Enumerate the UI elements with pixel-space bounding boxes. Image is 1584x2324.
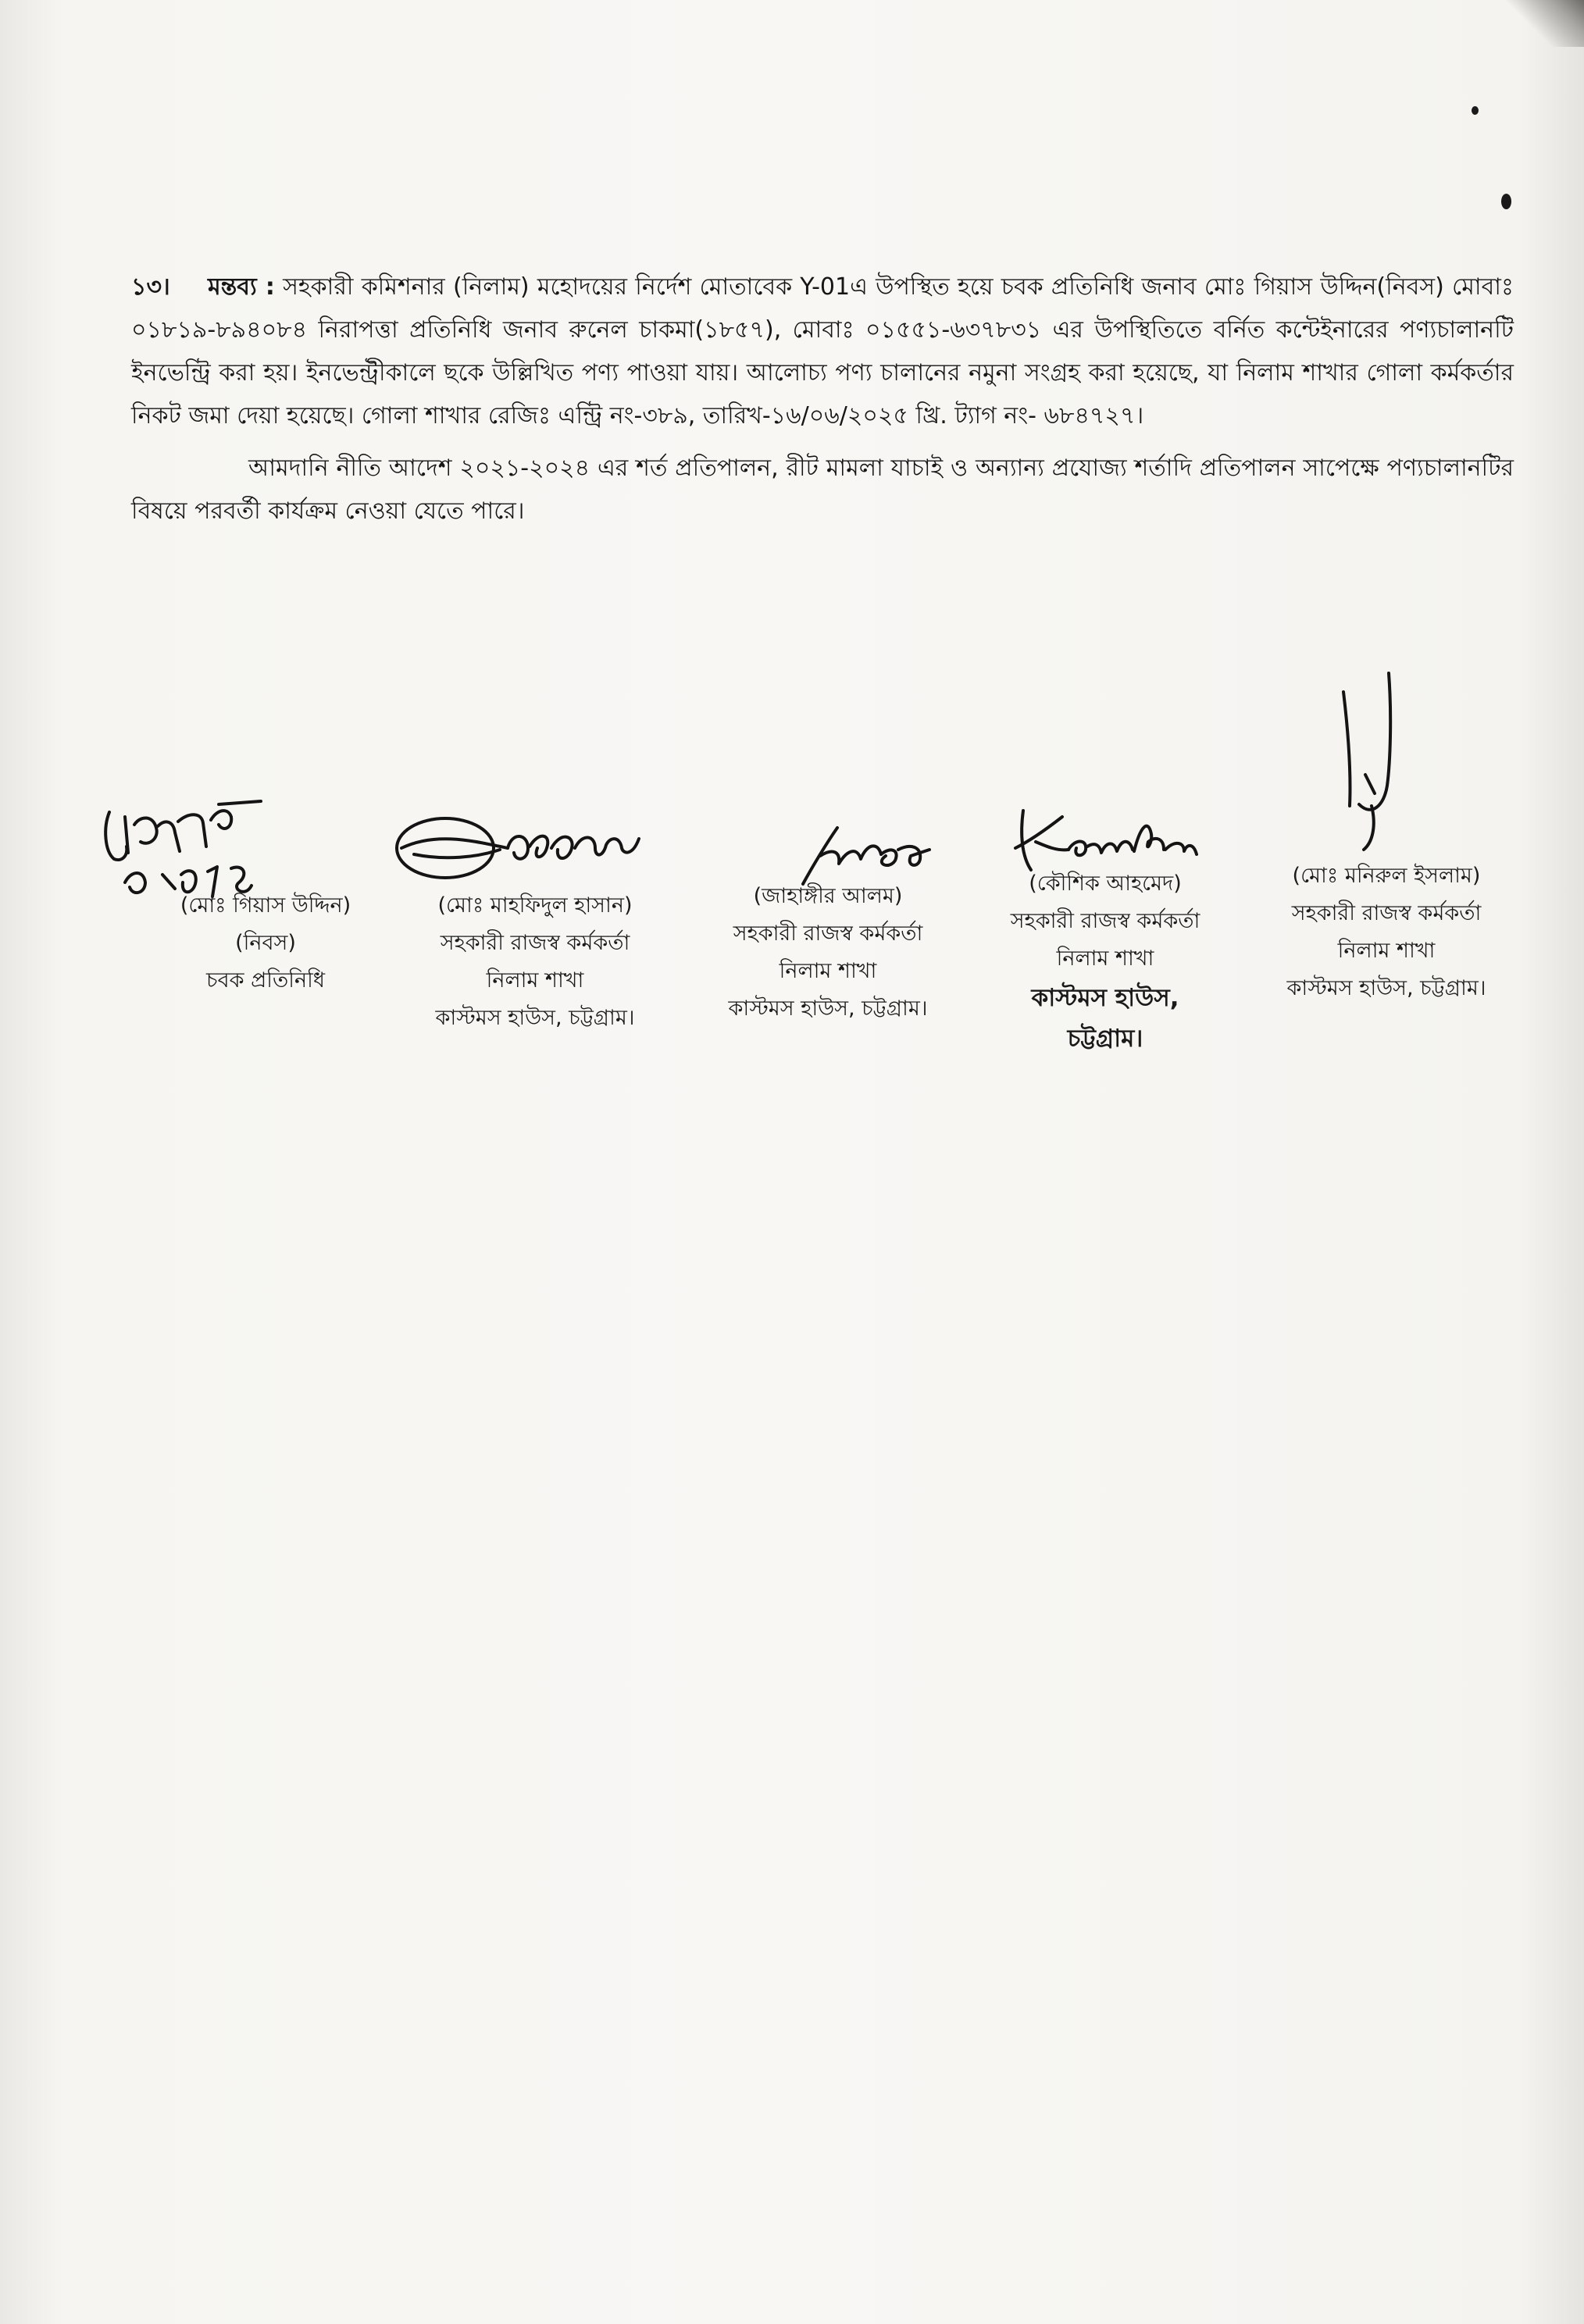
signatory-office: নিলাম শাখা [486, 968, 584, 993]
signatory-name: (মোঃ মনিরুল ইসলাম) [1292, 864, 1481, 888]
paragraph-import-policy [131, 447, 1514, 533]
signatory-title: (নিবস) [235, 931, 296, 955]
ink-speck [1501, 194, 1511, 209]
remarks-label: মন্তব্য : [207, 273, 275, 301]
signature-5 [1328, 668, 1422, 856]
signatory-name: (মোঃ মাহফিদুল হাসান) [437, 893, 633, 918]
paragraph-number: ১৩। [131, 273, 170, 301]
signatory-2 [406, 887, 664, 1037]
signatory-1 [133, 887, 398, 1000]
signatory-address: কাস্টমস হাউস, [1031, 984, 1179, 1012]
signatory-city: চট্টগ্রাম। [1067, 1025, 1143, 1053]
signatory-name: (কৌশিক আহমেদ) [1029, 872, 1182, 896]
signatory-name: (জাহাঙ্গীর আলম) [753, 884, 903, 908]
signatory-title: সহকারী রাজস্ব কর্মকর্তা [733, 921, 923, 946]
signatory-office: নিলাম শাখা [779, 959, 877, 983]
signatory-office: নিলাম শাখা [1337, 939, 1436, 963]
signatory-title: সহকারী রাজস্ব কর্মকর্তা [1010, 909, 1200, 933]
signature-2 [391, 800, 656, 893]
signatory-address: কাস্টমস হাউস, চট্টগ্রাম। [1286, 976, 1486, 1000]
signatory-office: চবক প্রতিনিধি [206, 968, 325, 993]
remarks-section [131, 266, 1514, 533]
signatory-name: (মোঃ গিয়াস উদ্দিন) [180, 893, 351, 918]
import-policy-text: আমদানি নীতি আদেশ ২০২১-২০২৪ এর শর্ত প্রতিপালন, রীট মামলা যাচাই ও অন্যান্য প্রযোজ্য শর্তাদি প্রতিপালন সাপেক্ষে পণ্যচালানটির বিষয়ে পরবর্তী কার্যক্রম নেওয়া যেতে পারে। [131, 454, 1514, 525]
signatory-5 [1250, 857, 1523, 1007]
signatory-title: সহকারী রাজস্ব কর্মকর্তা [440, 931, 630, 955]
signatory-3 [687, 878, 969, 1028]
signatory-title: সহকারী রাজস্ব কর্মকর্তা [1291, 901, 1482, 925]
remarks-text: সহকারী কমিশনার (নিলাম) মহোদয়ের নির্দেশ মোতাবেক Y-01এ উপস্থিত হয়ে চবক প্রতিনিধি জনাব মোঃ গিয়াস উদ্দিন(নিবস) মোবাঃ ০১৮১৯-৮৯৪০৮৪ নিরাপত্তা প্রতিনিধি জনাব রুনেল চাকমা(১৮৫৭), মোবাঃ ০১৫৫১-৬৩৭৮৩১ এর উপস্থিতিতে বর্নিত কন্টেইনারের পণ্যচালানটি ইনভেন্ট্রি করা হয়। ইনভেন্ট্রীকালে ছকে উল্লিখিত পণ্য পাওয়া যায়। আলোচ্য পণ্য চালানের নমুনা সংগ্রহ করা হয়েছে, যা নিলাম শাখার গোলা কর্মকর্তার নিকট জমা দেয়া হয়েছে। গোলা শাখার রেজিঃ এন্ট্রি নং-৩৮৯, তারিখ-১৬/০৬/২০২৫ খ্রি. ট্যাগ নং- ৬৮৪৭২৭। [131, 273, 1514, 430]
signatory-office: নিলাম শাখা [1056, 946, 1154, 971]
ink-speck [1472, 106, 1479, 115]
signatory-address: কাস্টমস হাউস, চট্টগ্রাম। [435, 1006, 635, 1030]
signatory-address: কাস্টমস হাউস, চট্টগ্রাম। [728, 996, 928, 1021]
paragraph-13 [131, 266, 1514, 437]
page-corner-shadow [1498, 0, 1584, 47]
signatory-4 [976, 865, 1234, 1059]
